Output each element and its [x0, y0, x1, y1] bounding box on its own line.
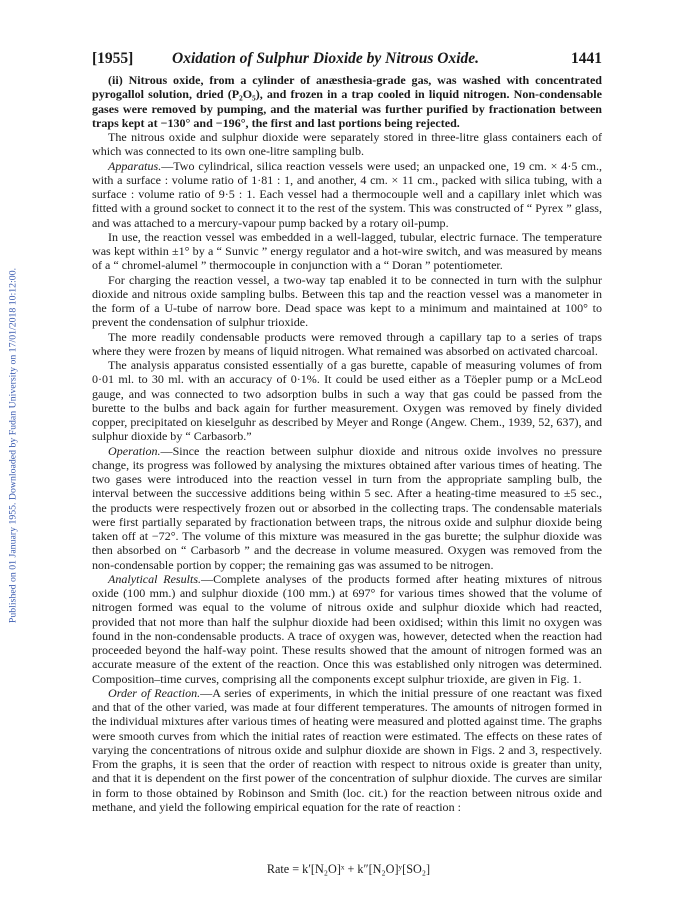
page-number: 1441	[571, 50, 602, 67]
running-header	[92, 50, 602, 70]
operation-heading: Operation.	[108, 443, 161, 458]
paragraph-furnace: In use, the reaction vessel was embedded in a well-lagged, tubular, electric furnace. The temperature was kept within ±1° by a “ Sunvic ” energy regulator and a hot-wire switch, and was measured by means of a “ chromel-alumel ” thermocouple in conjunction with a “ Doran ” potentiometer.	[92, 229, 602, 273]
paragraph-charging: For charging the reaction vessel, a two-way tap enabled it to be connected in turn with the sulphur dioxide and nitrous oxide sampling bulbs. Between this tap and the reaction vessel was a manometer in the form of a U-tube of narrow bore. Dead space was kept to a minimum and maintained at 100° to prevent the condensation of sulphur trioxide.	[92, 272, 602, 330]
paragraph-analysis-apparatus: The analysis apparatus consisted essentially of a gas burette, capable of measuring volumes of from 0·01 ml. to 30 ml. with an accuracy of 0·1%. It could be used either as a Töepler pump or a McLeod gauge, and was connected to two adsorption bulbs in such a way that gas could be passed from the burette to the bulbs and back again for further measurement. Oxygen was removed by finely divided copper, precipitated on kieselguhr as described by Meyer and Ronge (Angew. Chem., 1939, 52, 637), and sulphur dioxide by “ Carbasorb.”	[92, 358, 602, 444]
header-title: Oxidation of Sulphur Dioxide by Nitrous Oxide.	[172, 50, 480, 67]
paragraph-analytical-results: Analytical Results.—Complete analyses of the products formed after heating mixtures of nitrous oxide (100 mm.) and sulphur dioxide (100 mm.) at 697° for various times showed that the volume of nitrogen formed was equal to the volume of nitrous oxide and sulphur dioxide which had reacted, provided that not more than half the sulphur dioxide had been oxidised; within this limit no oxygen was found in the non-condensable products. A trace of oxygen was, however, detected when the reaction had proceeded beyond the half-way point. These results showed that the amount of nitrogen formed was an accurate measure of the extent of the reaction. Once this was established only nitrogen was determined. Composition–time curves, comprising all the components except sulphur trioxide, are given in Fig. 1.	[92, 571, 602, 686]
publication-note: Published on 01 January 1955. Downloaded by Fudan University on 17/01/2018 10:12:00.	[7, 267, 19, 624]
analytical-results-heading: Analytical Results.	[108, 571, 202, 586]
paragraph-storage: The nitrous oxide and sulphur dioxide were separately stored in three-litre glass containers each of which was connected to its own one-litre sampling bulb.	[92, 130, 602, 159]
publication-sidebar	[0, 0, 18, 912]
paragraph-operation: Operation.—Since the reaction between sulphur dioxide and nitrous oxide involves no pressure change, its progress was followed by analysing the mixtures obtained after various times of heating. The two gases were introduced into the reaction vessel in turn from the appropriate sampling bulb, the interval between the successive additions being within 5 sec. After a heating-time measured to ±5 sec., the products were respectively frozen out or absorbed in the collecting traps. The condensable materials were first partially separated by fractionation between traps, the nitrous oxide and sulphur dioxide being taken off at −72°. The volume of this mixture was measured in the gas burette; the sulphur dioxide was then absorbed on “ Carbasorb ” and the decrease in volume measured. Oxygen was removed from the non-condensable portion by copper; the remaining gas was assumed to be nitrogen.	[92, 443, 602, 572]
header-year: [1955]	[92, 50, 134, 67]
order-heading: Order of Reaction.	[108, 685, 201, 700]
rate-equation: Rate = k′[N₂O]ˣ + k″[N₂O]ʸ[SO₂]	[266, 862, 431, 876]
paragraph-apparatus: Apparatus.—Two cylindrical, silica reaction vessels were used; an unpacked one, 19 cm. × 4·5 cm., with a surface : volume ratio of 1·81 : 1, and another, 4 cm. × 11 cm., packed with silica tubing, with a surface : volume ratio of 9·5 : 1. Each vessel had a thermocouple well and a capillary inlet which was fitted with a ground socket to connect it to the rest of the system. This was constructed of “ Pyrex ” glass, and was attached to a mercury-vapour pump backed by a rotary oil-pump.	[92, 158, 602, 230]
paragraph-order-of-reaction: Order of Reaction.—A series of experiments, in which the initial pressure of one reactant was fixed and that of the other varied, was made at four different temperatures. The amounts of nitrogen formed in the individual mixtures after various times of heating were measured and plotted against time. The graphs were smooth curves from which the initial rates of reaction were estimated. The effects on these rates of varying the concentrations of nitrous oxide and sulphur dioxide are shown in Figs. 2 and 3, respectively. From the graphs, it is seen that the order of reaction with respect to nitrous oxide is greater than unity, and that it is dependent on the first power of the concentration of sulphur dioxide. The curves are similar in form to those obtained by Robinson and Smith (loc. cit.) for the reaction between nitrous oxide and methane, and yield the following empirical equation for the rate of reaction :	[92, 685, 602, 814]
article-body	[92, 73, 602, 814]
paragraph-purification: (ii) Nitrous oxide, from a cylinder of anæsthesia-grade gas, was washed with concentrated pyrogallol solution, dried (P₂O₅), and frozen in a trap cooled in liquid nitrogen. Non-condensable gases were removed by pumping, and the material was further purified by fractionation between traps kept at −130° and −196°, the first and last portions being rejected.	[92, 73, 602, 130]
apparatus-heading: Apparatus.	[108, 158, 162, 173]
paragraph-traps: The more readily condensable products were removed through a capillary tap to a series of traps where they were frozen by means of liquid nitrogen. What remained was absorbed on activated charcoal.	[92, 329, 602, 358]
